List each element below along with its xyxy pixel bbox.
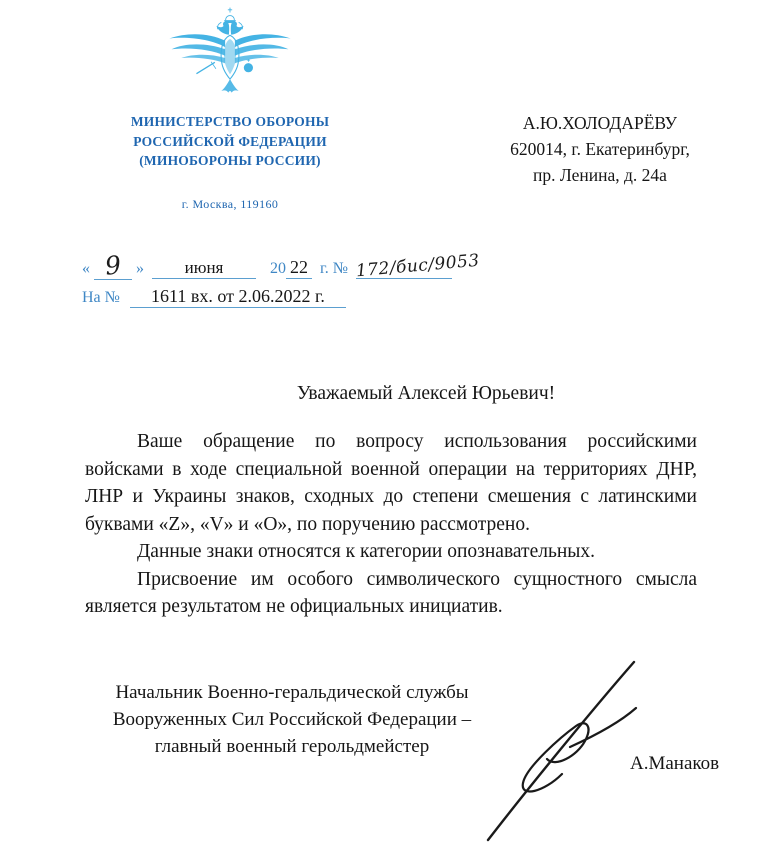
paragraph-1: Ваше обращение по вопросу использования российскими войсками в ходе специальной военной операции на территориях ДНР, ЛНР и Украины знаков, сходных до степени смешения с латинскими буквами «Z», «V» и «O», по поручению рассмотрено. <box>85 431 697 535</box>
org-name-line2: РОССИЙСКОЙ ФЕДЕРАЦИИ <box>133 133 327 149</box>
month-value: июня <box>184 258 224 277</box>
signer-title-line2: Вооруженных Сил Российской Федерации – <box>112 709 472 730</box>
signer-title-line3: главный военный герольдмейстер <box>154 736 430 757</box>
ministry-emblem <box>84 6 376 103</box>
year-field <box>286 257 312 279</box>
letter-body <box>85 428 697 621</box>
incoming-number-field <box>130 286 346 308</box>
year-value: 22 <box>290 257 308 277</box>
incoming-number-value: 1611 вх. от 2.06.2022 г. <box>151 286 325 306</box>
reference-block <box>82 250 481 320</box>
date-number-line <box>82 250 481 284</box>
incoming-reference-line <box>82 286 452 320</box>
paragraph-3: Присвоение им особого символического сущностного смысла является результатом не официальных инициатив. <box>85 568 697 617</box>
paragraph-2: Данные знаки относятся к категории опознавательных. <box>137 541 596 562</box>
double-headed-eagle-icon <box>164 6 296 98</box>
month-field <box>152 258 256 279</box>
reply-label: На № <box>82 289 120 306</box>
addressee-name: А.Ю.ХОЛОДАРЁВУ <box>522 113 678 133</box>
org-city: г. Москва, 119160 <box>181 196 279 211</box>
outgoing-number-field <box>355 250 481 282</box>
year-prefix: 20 <box>270 260 286 277</box>
addressee-address-line1: 620014, г. Екатеринбург, <box>510 139 690 159</box>
salutation: Уважаемый Алексей Юрьевич! <box>296 383 556 404</box>
letterhead <box>84 112 376 214</box>
signer-name: А.Манаков <box>630 753 720 774</box>
signature-icon <box>470 650 666 846</box>
signer-title-block <box>86 679 498 760</box>
number-sign-label: г. № <box>320 260 349 277</box>
signer-title-line1: Начальник Военно-геральдической службы <box>115 682 469 703</box>
close-quote: » <box>136 260 144 277</box>
handwritten-day: 9 <box>103 250 123 281</box>
addressee-address-line2: пр. Ленина, д. 24а <box>533 165 667 185</box>
org-name-line3: (МИНОБОРОНЫ РОССИИ) <box>139 153 321 168</box>
addressee-block <box>450 110 750 188</box>
open-quote: « <box>82 260 90 277</box>
org-name-line1: МИНИСТЕРСТВО ОБОРОНЫ <box>130 114 330 129</box>
day-field <box>94 250 132 280</box>
handwritten-outgoing-number: 172/бис/9053 <box>355 250 481 282</box>
